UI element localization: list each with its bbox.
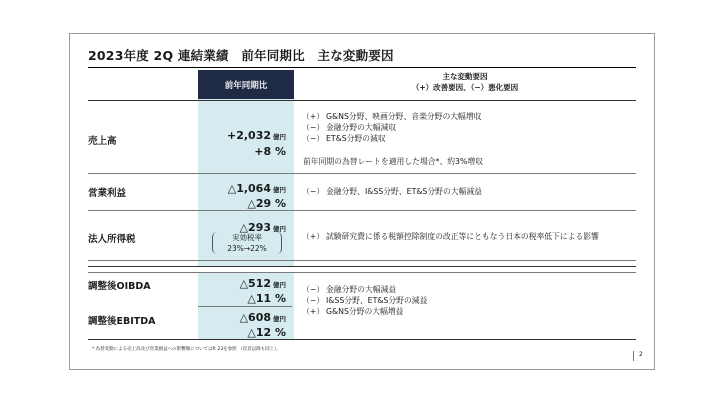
adj-oibda-unit: 億円: [273, 281, 286, 289]
sales-pct: [198, 140, 286, 159]
page-number: 2: [639, 351, 643, 358]
row-divider: [88, 210, 636, 211]
factor-text: 試験研究費に係る税額控除制度の改正等にともなう日本の税率低下による影響: [326, 232, 599, 241]
factor-text: ET&S分野の減収: [326, 134, 386, 143]
adj-ebitda-pct-value: △12 %: [247, 326, 286, 339]
adj-oibda-pct-value: △11 %: [247, 292, 286, 305]
operating-income-pct-value: △29 %: [247, 197, 286, 210]
effective-tax-rate-change: 23%→22%: [227, 244, 267, 253]
effective-tax-rate-label: 実効税率: [232, 233, 262, 242]
sales-factor: [302, 122, 396, 133]
factor-text: 金融分野の大幅減益: [326, 285, 397, 294]
factor-text: I&SS分野、ET&S分野の減益: [326, 296, 428, 305]
page-number-divider: [633, 351, 634, 361]
sales-fx-note: 前年同期の為替レートを適用した場合*、約3%増収: [303, 157, 483, 166]
header-divider: [88, 100, 636, 101]
factor-text: G&NS分野の大幅増益: [326, 307, 404, 316]
adjusted-factor: [302, 284, 396, 295]
section-divider: [88, 266, 636, 267]
factor-symbol: （−）: [302, 123, 325, 132]
factor-symbol: （+）: [302, 112, 325, 121]
income-tax-amount-value: △293: [239, 221, 271, 234]
income-tax-factor: [302, 231, 599, 242]
row-label-adj-oibda: 調整後OIBDA: [88, 281, 151, 292]
effective-tax-rate-box: [212, 232, 282, 254]
factors-column-header: [294, 71, 636, 93]
sales-pct-value: +8 %: [254, 145, 286, 158]
adjusted-factor: [302, 295, 427, 306]
row-divider: [88, 173, 636, 174]
row-label-adj-ebitda: 調整後EBITDA: [88, 316, 156, 327]
sales-amount-value: +2,032: [226, 129, 271, 142]
sales-factor: [302, 111, 481, 122]
factors-header-legend: （+）改善要因、（−）悪化要因: [411, 83, 519, 92]
operating-income-pct: [198, 192, 286, 211]
page-title: 2023年度 2Q 連結業績 前年同期比 主な変動要因: [88, 48, 394, 63]
adj-oibda-pct: [198, 287, 286, 306]
section-divider: [88, 272, 636, 273]
adj-oibda-amount-value: △512: [239, 277, 271, 290]
table-bottom-rule: [88, 339, 636, 340]
row-label-sales: 売上高: [88, 136, 117, 147]
adj-ebitda-pct: [198, 321, 286, 340]
title-divider: [88, 67, 636, 68]
adj-ebitda-amount-value: △608: [239, 311, 271, 324]
factor-symbol: （−）: [302, 296, 325, 305]
row-label-operating-income: 営業利益: [88, 188, 127, 199]
factor-text: 金融分野の大幅減収: [326, 123, 397, 132]
operating-income-unit: 億円: [273, 186, 286, 194]
factor-symbol: （+）: [302, 307, 325, 316]
factor-symbol: （+）: [302, 232, 325, 241]
row-divider: [88, 260, 636, 261]
factor-symbol: （−）: [302, 134, 325, 143]
yoy-column-header: 前年同期比: [198, 70, 294, 99]
sales-amount-unit: 億円: [273, 133, 286, 141]
operating-income-factor: [302, 186, 482, 197]
factor-symbol: （−）: [302, 187, 325, 196]
adj-ebitda-unit: 億円: [273, 315, 286, 323]
footnote: * 為替変動による売上高及び営業損益への影響額についてはP. 23を参照 （次頁以降も同じ）。: [92, 347, 281, 352]
row-label-income-tax: 法人所得税: [88, 234, 136, 245]
factor-text: 金融分野、I&SS分野、ET&S分野の大幅減益: [326, 187, 482, 196]
factor-symbol: （−）: [302, 285, 325, 294]
slide: [69, 33, 655, 370]
sales-factor: [302, 133, 386, 144]
factors-header-title: 主な変動要因: [442, 72, 488, 81]
operating-income-amount-value: △1,064: [227, 182, 271, 195]
factor-text: G&NS分野、映画分野、音楽分野の大幅増収: [326, 112, 482, 121]
adjusted-factor: [302, 306, 403, 317]
income-tax-unit: 億円: [273, 225, 286, 233]
